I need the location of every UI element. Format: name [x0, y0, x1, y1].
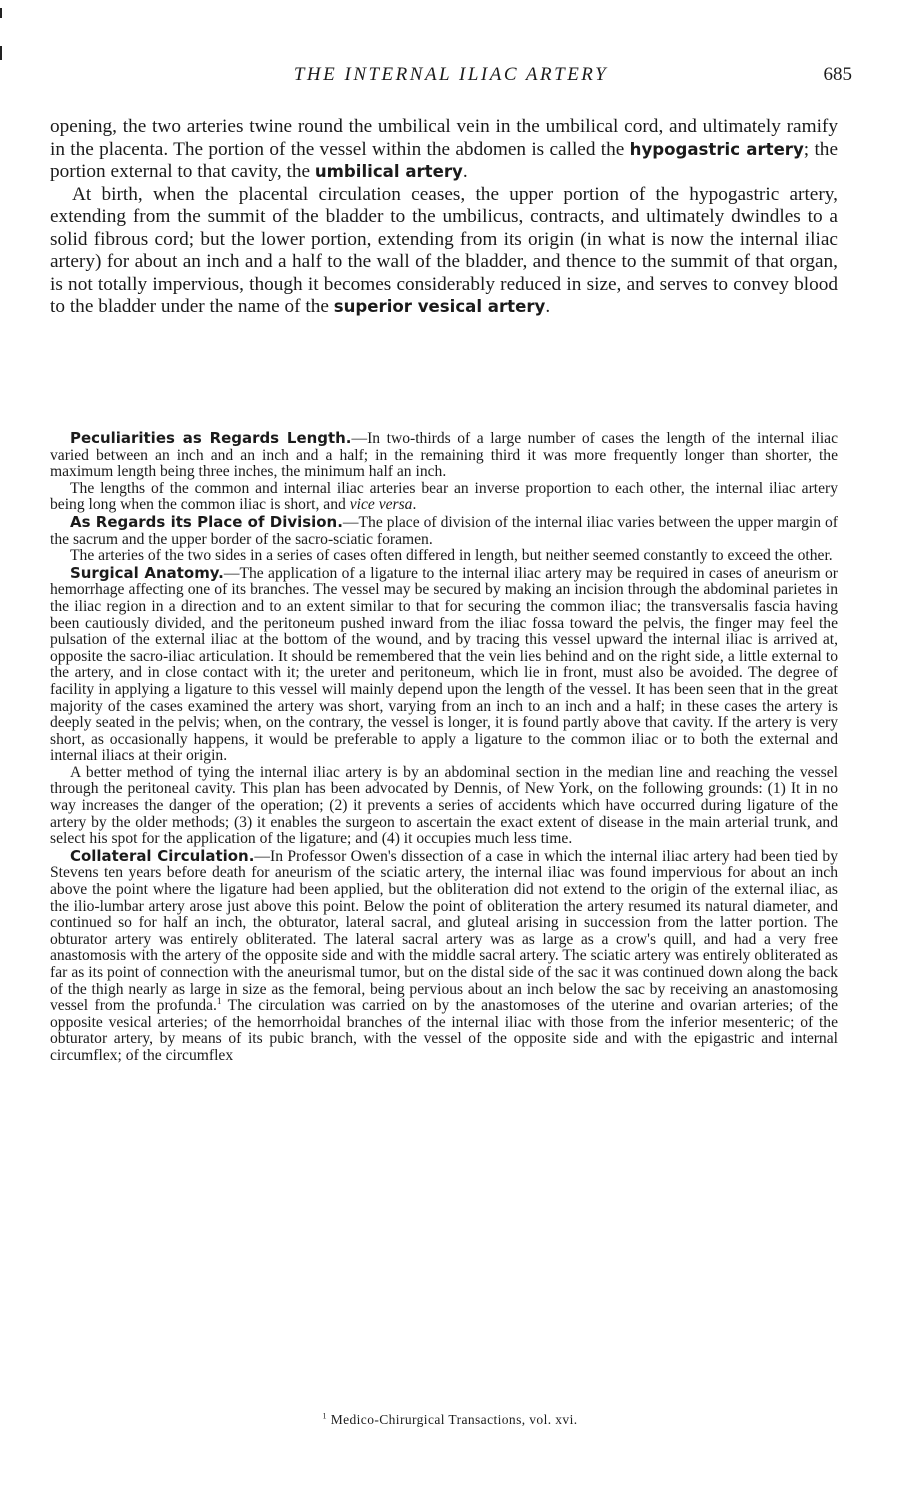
- paragraph-place-of-division: [50, 514, 838, 548]
- text-run: —The application of a ligature to the internal iliac artery may be required in cases of aneurism or hemorrhage affecting one of its branches. The vessel may be secured by making an incision through the abdominal parietes in the iliac region in a direction and to an extent similar to that for securing the common iliac; the transversalis fascia having been cautiously divided, and the peritoneum pushed inward from the iliac fossa toward the pelvis, the finger may feel the pulsation of the external iliac at the bottom of the wound, and by tracing this vessel upward the internal iliac is arrived at, opposite the sacro-iliac articulation. It should be remembered that the vein lies behind and on the right side, a little external to the artery, and in close contact with it; the ureter and peritoneum, which lie in front, must also be avoided. The degree of facility in applying a ligature to this vessel will mainly depend upon the length of the vessel. It has been seen that in the great majority of the cases examined the artery was short, varying from an inch to an inch and a half; in these cases the artery is deeply seated in the pelvis; when, on the contrary, the vessel is longer, it is found partly above that cavity. If the artery is very short, as occasionally happens, it would be preferable to apply a ligature to the common iliac or to both the external and internal iliacs at their origin.: [50, 564, 838, 765]
- running-head: [50, 64, 852, 92]
- paragraph-collateral-circulation: [50, 848, 838, 1065]
- paragraph-at-birth: [50, 184, 838, 319]
- heading-surgical-anatomy: Surgical Anatomy.: [70, 563, 224, 582]
- margin-mark-bottom: [0, 46, 2, 60]
- text-run: —The place of division of the internal iliac varies between the upper margin of the sacrum and the upper border of the sacro-sciatic foramen.: [50, 513, 839, 548]
- paragraph-better-method: A better method of tying the internal iliac artery is by an abdominal section in the median line and reaching the vessel through the peritoneal cavity. This plan has been advocated by Dennis, of New York, on the following grounds: (1) It in no way increases the danger of the operation; (2) it prevents a series of accidents which have occurred during ligature of the artery by the older methods; (3) it enables the surgeon to ascertain the exact extent of disease in the main arterial trunk, and select his spot for the application of the ligature; and (4) it occupies much less time.: [50, 763, 838, 848]
- term-hypogastric-artery: hypogastric artery: [629, 139, 804, 159]
- heading-length: Peculiarities as Regards Length.: [70, 429, 352, 447]
- margin-mark-top: [0, 8, 2, 18]
- paragraph-surgical-anatomy: [50, 565, 838, 765]
- footnote-marker: 1: [322, 1411, 327, 1421]
- text-run: .: [462, 161, 468, 182]
- running-title: THE INTERNAL ILIAC ARTERY: [293, 64, 609, 85]
- term-umbilical-artery: umbilical artery: [314, 162, 463, 181]
- footnote: [0, 1412, 900, 1428]
- text-run: At birth, when the placental circulation ceases, the upper portion of the hypogastric artery, extending from the summit of the bladder to the umbilicus, contracts, and ultimately dwindles to a solid fibrous cord; but the lower portion, extending from its origin (in what is now the internal iliac artery) for about an inch and a half to the wall of the bladder, and thence to the summit of that organ, is not totally impervious, though it becomes considerably reduced in size, and serves to convey blood to the bladder under the name of the: [50, 183, 838, 317]
- paragraph-inverse-proportion: [50, 481, 838, 514]
- text-run: —In two-thirds of a large number of cases the length of the internal iliac varied between an inch and an inch and a half; in the remaining third it was more frequently longer than shorter, the maximum length being three inches, the minimum half an inch.: [50, 430, 838, 481]
- footnote-reference: 1: [216, 997, 222, 1007]
- heading-place-of-division: As Regards its Place of Division.: [70, 512, 343, 531]
- footnote-text: Medico-Chirurgical Transactions, vol. xvi.: [326, 1412, 578, 1427]
- small-type-section: [50, 430, 838, 1065]
- paragraph-two-sides: The arteries of the two sides in a series of cases often differed in length, but neither seemed constantly to exceed the other.: [70, 547, 833, 565]
- paragraph-umbilical-cord: [50, 116, 838, 184]
- text-run: The circulation was carried on by the anastomoses of the uterine and ovarian arteries; of the opposite vesical arteries; of the hemorrhoidal branches of the internal iliac with those from the inferior mesenteric; of the obturator artery, by means of its pubic branch, with the vessel of the opposite side and with the epigastric and internal circumflex; of the circumflex: [50, 997, 838, 1064]
- page-number: 685: [823, 64, 852, 85]
- heading-collateral-circulation: Collateral Circulation.: [70, 846, 255, 865]
- text-run: —In Professor Owen's dissection of a case in which the internal iliac artery had been tied by Stevens ten years before death for aneurism of the sciatic artery, the internal iliac was found impervious for about an inch above the point where the ligature had been applied, but the obliteration did not extend to the origin of the external iliac, as the ilio-lumbar artery arose just above this point. Below the point of obliteration the artery resumed its natural diameter, and continued so for half an inch, the obturator, lateral sacral, and gluteal arising in succession from the latter portion. The obturator artery was entirely obliterated. The lateral sacral artery was as large as a crow's quill, and had a very free anastomosis with the artery of the opposite side and with the middle sacral artery. The sciatic artery was entirely obliterated as far as its point of connection with the aneurismal tumor, but on the distal side of the sac it was continued down along the back of the thigh nearly as large in size as the femoral, being pervious about an inch below the sac by receiving an anastomosing vessel from the profunda.: [50, 847, 838, 1015]
- text-run: .: [545, 296, 551, 317]
- large-type-section: [50, 116, 838, 319]
- term-vice-versa: vice versa: [349, 496, 413, 514]
- paragraph-length: [50, 430, 838, 481]
- term-superior-vesical-artery: superior vesical artery: [333, 297, 546, 316]
- text-run: opening, the two arteries twine round the umbilical vein in the umbilical cord, and ultimately ramify in the placenta. The portion of the vessel within the abdomen is called the: [50, 116, 838, 160]
- text-run: .: [412, 496, 417, 514]
- text-run: The lengths of the common and internal iliac arteries bear an inverse proportion to each other, the internal iliac artery being long when the common iliac is short, and: [50, 479, 838, 514]
- text-run: ; the portion external to that cavity, the: [50, 138, 838, 182]
